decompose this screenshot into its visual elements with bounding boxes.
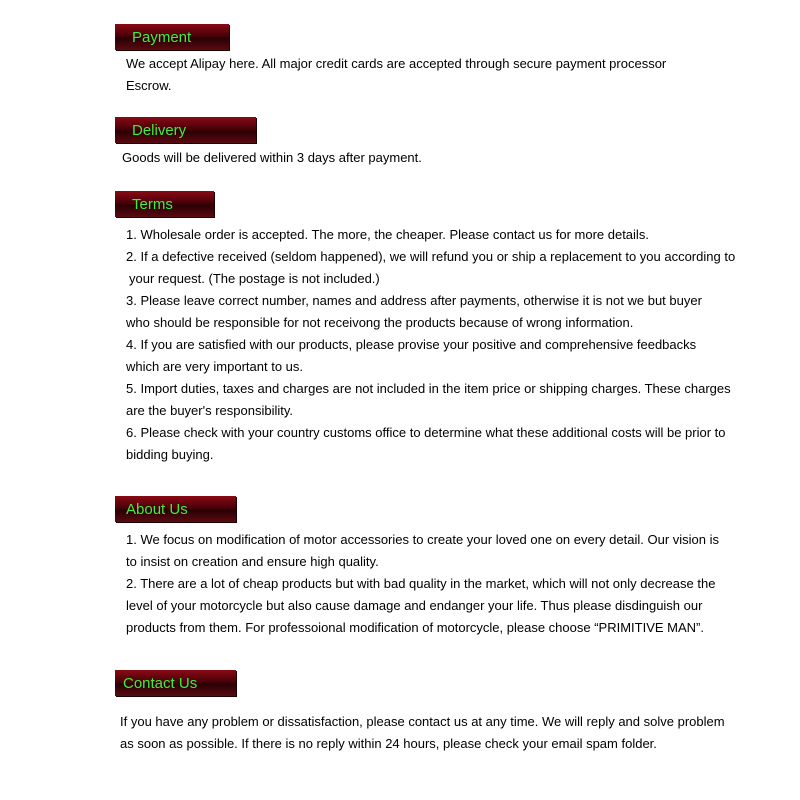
terms-list: [126, 224, 735, 466]
contact-line: as soon as possible. If there is no reply within 24 hours, please check your email spam folder.: [120, 736, 657, 751]
about-line: level of your motorcycle but also cause damage and endanger your life. Thus please disdinguish our: [126, 598, 703, 613]
terms-line: bidding buying.: [126, 447, 214, 462]
terms-line: 4. If you are satisfied with our products, please provise your positive and comprehensive feedbacks: [126, 337, 697, 352]
contact-us-heading: Contact Us: [115, 670, 236, 696]
terms-line: 2. If a defective received (seldom happened), we will refund you or ship a replacement to you according to: [126, 249, 736, 264]
terms-line: who should be responsible for not receivong the products because of wrong information.: [126, 315, 634, 330]
terms-line: which are very important to us.: [126, 359, 304, 374]
delivery-text: [122, 147, 422, 169]
terms-line: 6. Please check with your country customs office to determine what these additional costs will be prior to: [126, 425, 726, 440]
payment-text: [126, 53, 666, 97]
terms-line: 3. Please leave correct number, names and address after payments, otherwise it is not we but buyer: [126, 293, 702, 308]
payment-line: Escrow.: [126, 78, 172, 93]
terms-line: 5. Import duties, taxes and charges are not included in the item price or shipping charges. These charges: [126, 381, 731, 396]
about-us-heading: About Us: [115, 496, 236, 522]
contact-us-text: [120, 711, 725, 755]
contact-line: If you have any problem or dissatisfaction, please contact us at any time. We will reply and solve problem: [120, 714, 725, 729]
terms-line: 1. Wholesale order is accepted. The more, the cheaper. Please contact us for more details.: [126, 227, 649, 242]
about-line: 1. We focus on modification of motor accessories to create your loved one on every detail. Our vision is: [126, 532, 719, 547]
payment-line: We accept Alipay here. All major credit cards are accepted through secure payment processor: [126, 56, 667, 71]
about-line: products from them. For professoional modification of motorcycle, please choose “PRIMITIVE MAN”.: [126, 620, 704, 635]
about-us-text: [126, 529, 719, 639]
payment-heading: Payment: [115, 24, 229, 50]
about-line: 2. There are a lot of cheap products but with bad quality in the market, which will not only decrease the: [126, 576, 716, 591]
about-line: to insist on creation and ensure high quality.: [126, 554, 379, 569]
delivery-line: Goods will be delivered within 3 days after payment.: [122, 150, 422, 165]
delivery-heading: Delivery: [115, 117, 256, 143]
terms-heading: Terms: [115, 191, 214, 217]
terms-line: your request. (The postage is not included.): [129, 271, 380, 286]
terms-line: are the buyer's responsibility.: [126, 403, 293, 418]
